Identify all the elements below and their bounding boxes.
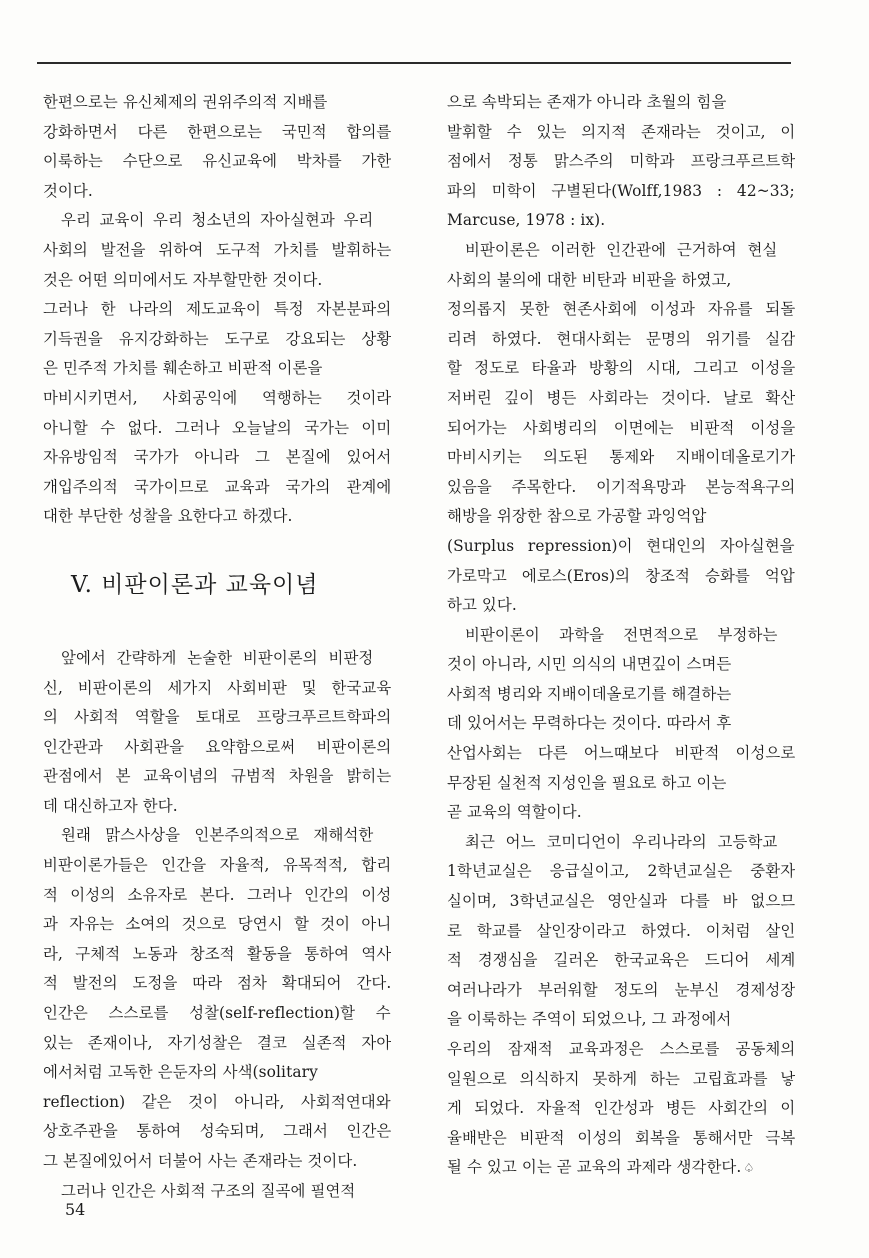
text-line: 강화하면서 다른 한편으로는 국민적 합의를 (43, 122, 391, 141)
text-line: 산업사회는 다른 어느때보다 비판적 이성으로 (447, 744, 795, 763)
text-line: 점에서 정통 맑스주의 미학과 프랑크푸르트학 (447, 152, 795, 171)
text-line: 자유방임적 국가가 아니라 그 본질에 있어서 (43, 448, 391, 467)
text-line: 될 수 있고 이는 곧 교육의 과제라 생각한다. (447, 1158, 742, 1177)
text-line: 마비시키면서, 사회공익에 역행하는 것이라 (43, 388, 391, 407)
text-line: 앞에서 간략하게 논술한 비판이론의 비판정 (61, 648, 374, 667)
paragraph (43, 206, 391, 532)
text-line: 해방을 위장한 참으로 가공할 과잉억압 (447, 507, 707, 526)
end-mark-icon: ♤ (743, 1161, 755, 1176)
paragraph (43, 1177, 391, 1207)
left-paragraphs-after-heading (43, 644, 391, 1206)
text-line: 은 민주적 가치를 훼손하고 비판적 이론을 (43, 359, 323, 378)
paragraph (447, 236, 795, 621)
paragraph (43, 644, 391, 822)
text-line: 데 대신하고자 한다. (43, 796, 178, 815)
left-column (43, 88, 391, 1206)
text-line: 하고 있다. (447, 596, 517, 615)
text-line: 가로막고 에로스(Eros)의 창조적 승화를 억압 (447, 566, 795, 585)
text-line: 것은 어떤 의미에서도 자부할만한 것이다. (43, 270, 323, 289)
top-rule (37, 62, 791, 64)
text-line: 것이다. (43, 181, 93, 200)
text-line: 데 있어서는 무력하다는 것이다. 따라서 후 (447, 714, 732, 733)
text-line: 을 이룩하는 주역이 되었으나, 그 과정에서 (447, 1010, 732, 1029)
text-line: 우리의 잠재적 교육과정은 스스로를 공동체의 (447, 1040, 795, 1058)
text-line: 기득권을 유지강화하는 도구로 강요되는 상황 (43, 329, 391, 348)
text-line: 곧 교육의 역할이다. (447, 803, 582, 822)
text-line: 인간은 스스로를 성찰(self-reflection)할 수 (43, 1004, 391, 1023)
text-line: 원래 맑스사상을 인본주의적으로 재해석한 (61, 826, 374, 845)
text-line: 최근 어느 코미디언이 우리나라의 고등학교 (465, 832, 778, 851)
text-line: 의 사회적 역할을 토대로 프랑크푸르트학파의 (43, 708, 391, 727)
text-line: 에서처럼 고독한 은둔자의 사색(solitary (43, 1063, 318, 1082)
text-line: 마비시키는 의도된 통제와 지배이데올로기가 (447, 448, 795, 467)
text-line: 일원으로 의식하지 못하게 하는 고립효과를 낳 (447, 1069, 795, 1088)
text-line: 적 이성의 소유자로 본다. 그러나 인간의 이성 (43, 885, 391, 904)
text-line: 그 본질에있어서 더불어 사는 존재라는 것이다. (43, 1152, 358, 1170)
text-line: 여러나라가 부러워할 정도의 눈부신 경제성장 (447, 980, 795, 999)
text-line: 사회의 불의에 대한 비탄과 비판을 하였고, (447, 270, 732, 289)
paragraph (447, 621, 795, 828)
text-line: 사회의 발전을 위하여 도구적 가치를 발휘하는 (43, 240, 391, 259)
text-line: 있음을 주목한다. 이기적욕망과 본능적욕구의 (447, 477, 795, 496)
text-line: 발휘할 수 있는 의지적 존재라는 것이고, 이 (447, 122, 795, 141)
text-line: 1학년교실은 응급실이고, 2학년교실은 중환자 (447, 862, 795, 881)
text-line: 이룩하는 수단으로 유신교육에 박차를 가한 (43, 152, 391, 171)
text-line: 있는 존재이나, 자기성찰은 결코 실존적 자아 (43, 1033, 391, 1052)
text-line: 율배반은 비판적 이성의 회복을 통해서만 극복 (447, 1128, 795, 1147)
paragraph (447, 88, 795, 236)
paragraph (447, 828, 795, 1184)
right-column (447, 88, 795, 1184)
text-line: 파의 미학이 구별된다(Wolff,1983 : 42~33; (447, 181, 795, 200)
last-line-wrapper (447, 1153, 795, 1184)
text-line: 무장된 실천적 지성인을 필요로 하고 이는 (447, 773, 727, 792)
section-heading: V. 비판이론과 교육이념 (71, 571, 319, 598)
text-line: 관점에서 본 교육이념의 규범적 차원을 밝히는 (43, 767, 391, 786)
left-paragraphs-before-heading (43, 88, 391, 532)
text-line: 과 자유는 소여의 것으로 당연시 할 것이 아니 (43, 915, 391, 934)
paragraph (43, 821, 391, 1176)
right-paragraphs (447, 88, 795, 1184)
text-line: Marcuse, 1978 : ix). (447, 211, 606, 230)
text-line: 실이며, 3학년교실은 영안실과 다를 바 없으므 (447, 892, 795, 911)
text-line: 정의롭지 못한 현존사회에 이성과 자유를 되돌 (447, 300, 795, 319)
text-line: 아니할 수 없다. 그러나 오늘날의 국가는 이미 (43, 418, 391, 437)
paragraph (43, 88, 391, 206)
text-line: 로 학교를 살인장이라고 하였다. 이처럼 살인 (447, 921, 795, 940)
text-line: reflection) 같은 것이 아니라, 사회적연대와 (43, 1092, 391, 1111)
text-line: 저버린 깊이 병든 사회라는 것이다. 날로 확산 (447, 388, 795, 407)
text-line: 사회적 병리와 지배이데올로기를 해결하는 (447, 684, 732, 703)
text-line: 신, 비판이론의 세가지 사회비판 및 한국교육 (43, 678, 391, 697)
text-line: 대한 부단한 성찰을 요한다고 하겠다. (43, 507, 293, 526)
text-line: 개입주의적 국가이므로 교육과 국가의 관계에 (43, 477, 391, 496)
text-line: 게 되었다. 자율적 인간성과 병든 사회간의 이 (447, 1099, 795, 1118)
text-line: 그러나 한 나라의 제도교육이 특정 자본분파의 (43, 300, 391, 319)
text-line: 그러나 인간은 사회적 구조의 질곡에 필연적 (61, 1181, 356, 1200)
text-line: (Surplus repression)이 현대인의 자아실현을 (447, 536, 795, 555)
text-line: 비판이론은 이러한 인간관에 근거하여 현실 (465, 240, 778, 259)
text-line: 비판이론가들은 인간을 자율적, 유목적적, 합리 (43, 856, 391, 875)
text-line: 인간관과 사회관을 요약함으로써 비판이론의 (43, 737, 391, 756)
text-line: 우리 교육이 우리 청소년의 자아실현과 우리 (61, 211, 374, 230)
text-line: 으로 속박되는 존재가 아니라 초월의 힘을 (447, 93, 727, 111)
text-line: 것이 아니라, 시민 의식의 내면깊이 스며든 (447, 655, 732, 674)
text-line: 적 경쟁심을 길러온 한국교육은 드디어 세계 (447, 951, 795, 970)
text-line: 할 정도로 타율과 방황의 시대, 그리고 이성을 (447, 359, 795, 378)
text-line: 비판이론이 과학을 전면적으로 부정하는 (465, 625, 778, 644)
text-line: 상호주관을 통하여 성숙되며, 그래서 인간은 (43, 1122, 391, 1141)
text-line: 되어가는 사회병리의 이면에는 비판적 이성을 (447, 418, 795, 437)
text-line: 적 발전의 도정을 따라 점차 확대되어 간다. (43, 974, 391, 993)
text-line: 라, 구체적 노동과 창조적 활동을 통하여 역사 (43, 944, 391, 963)
text-line: 한편으로는 유신체제의 권위주의적 지배를 (43, 93, 328, 111)
text-line: 리려 하였다. 현대사회는 문명의 위기를 실감 (447, 329, 795, 348)
page-number: 54 (65, 1200, 86, 1219)
